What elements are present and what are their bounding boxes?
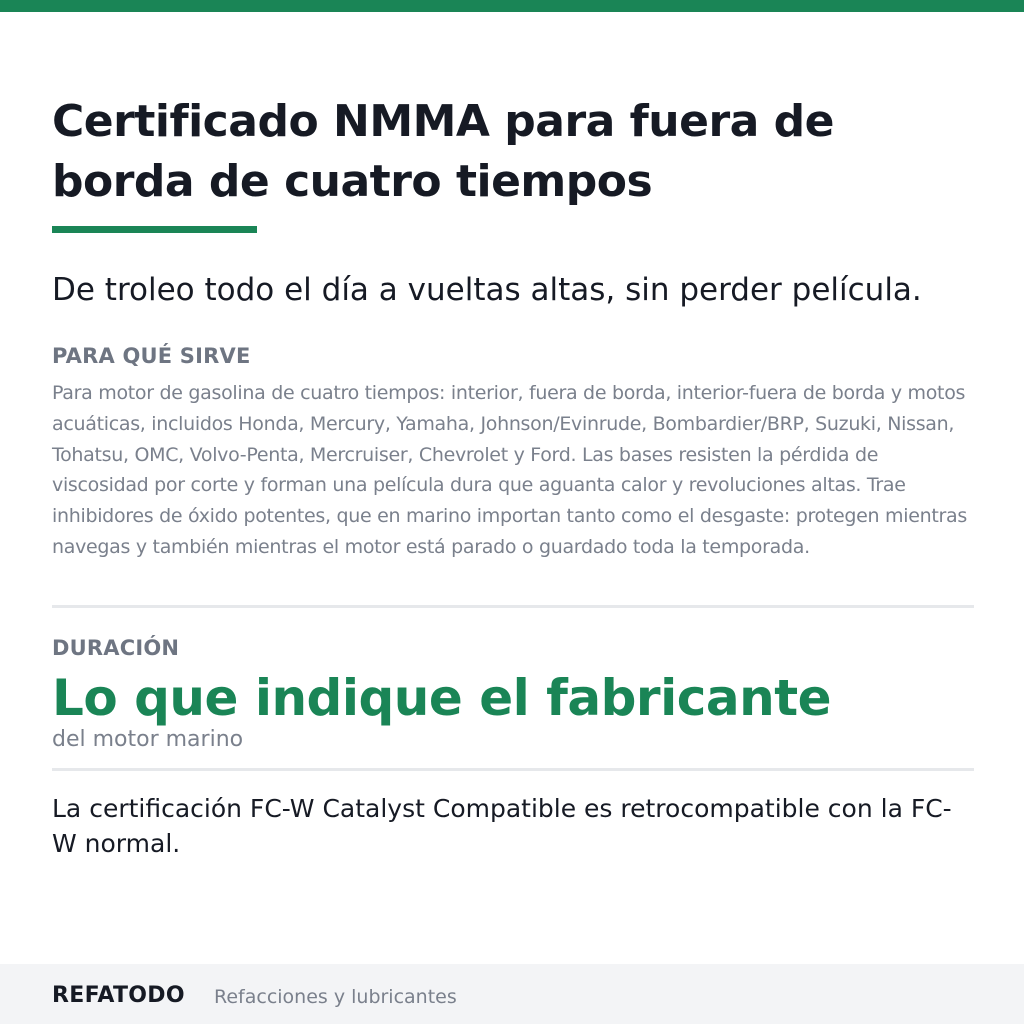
- compatibility-note: La certificación FC-W Catalyst Compatible es retrocompatible con la FC-W normal.: [52, 793, 952, 858]
- main-content: [52, 92, 974, 861]
- page-subtitle: De troleo todo el día a vueltas altas, sin perder película.: [52, 272, 922, 308]
- footer-brand: REFATODO: [52, 983, 185, 1008]
- duration-value: Lo que indique el fabricante: [52, 668, 832, 727]
- section-divider: [52, 605, 974, 608]
- footer-tagline: Refacciones y lubricantes: [214, 986, 457, 1008]
- page-title: Certificado NMMA para fuera de borda de cuatro tiempos: [52, 96, 835, 207]
- duration-label: DURACIÓN: [52, 635, 180, 660]
- title-underline: [52, 226, 257, 233]
- top-accent-bar: [0, 0, 1024, 12]
- section-divider: [52, 768, 974, 771]
- footer: [0, 964, 1024, 1024]
- purpose-label: PARA QUÉ SIRVE: [52, 344, 251, 368]
- duration-note: del motor marino: [52, 726, 244, 752]
- purpose-description: Para motor de gasolina de cuatro tiempos: interior, fuera de borda, interior-fuera de borda y motos acuáticas, incluidos Honda, Mercury, Yamaha, Johnson/Evinrude, Bombardier/BRP, Suzuki, Nissan, Tohatsu, OMC, Volvo-Penta, Mercruiser, Chevrolet y Ford. Las bases resisten la pérdida de viscosidad por corte y forman una película dura que aguanta calor y revoluciones altas. Trae inhibidores de óxido potentes, que en marino importan tanto como el desgaste: protegen mientras navegas y también mientras el motor está parado o guardado toda la temporada.: [52, 382, 967, 558]
